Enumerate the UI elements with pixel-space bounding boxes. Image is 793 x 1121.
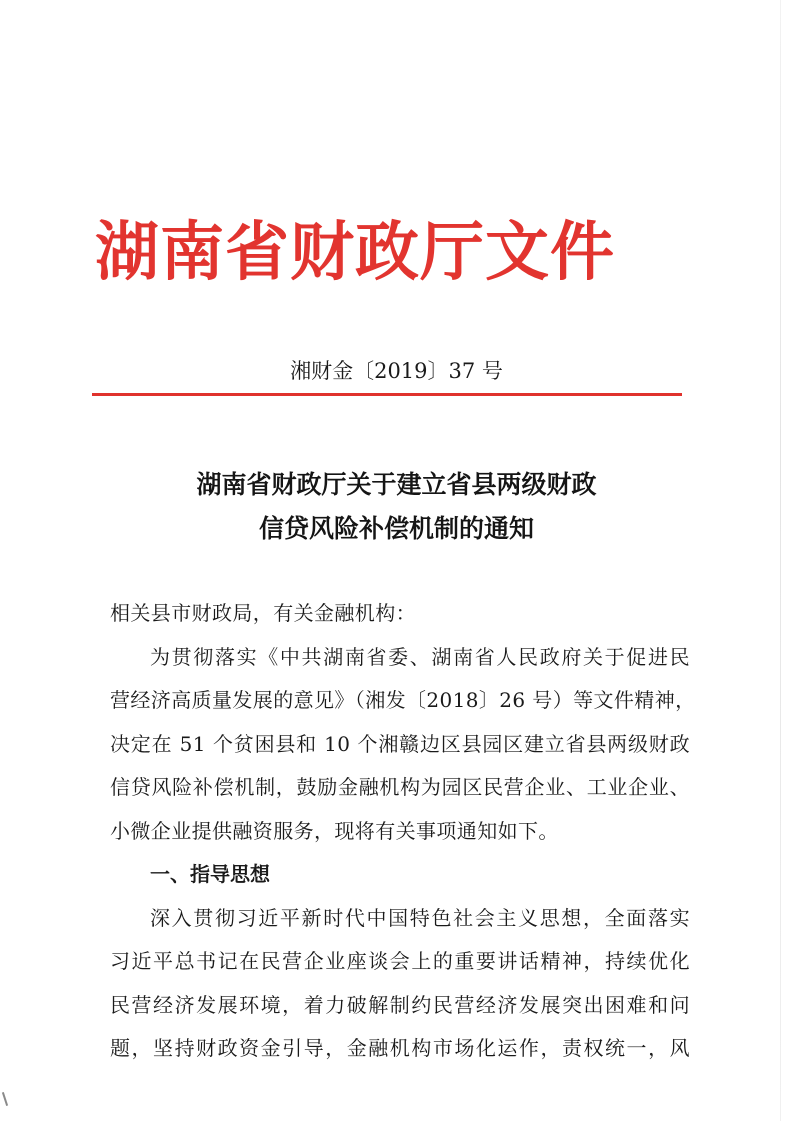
red-separator-rule: [92, 393, 682, 396]
scan-mark: [2, 1092, 8, 1106]
document-number: 湘财金〔2019〕37 号: [290, 359, 503, 383]
document-body: [110, 592, 696, 1071]
notice-title-line-1: 湖南省财政厅关于建立省县两级财政: [196, 470, 597, 499]
paragraph-1-line-3: 决定在 51 个贫困县和 10 个湘赣边区县园区建立省县两级财政: [110, 731, 690, 756]
notice-title: [0, 463, 793, 551]
notice-title-line-2: 信贷风险补偿机制的通知: [258, 514, 534, 543]
masthead-title: 湖南省财政厅文件: [95, 216, 615, 290]
paragraph-1-line-5: 小微企业提供融资服务，现将有关事项通知如下。: [110, 818, 559, 843]
paragraph-1-line-2: 营经济高质量发展的意见》（湘发〔2018〕26 号）等文件精神，: [110, 688, 696, 712]
salutation: 相关县市财政局，有关金融机构：: [110, 601, 416, 625]
paragraph-2-line-1: 深入贯彻习近平新时代中国特色社会主义思想，全面落实: [150, 905, 690, 930]
paragraph-2-line-2: 习近平总书记在民营企业座谈会上的重要讲话精神，持续优化: [110, 949, 690, 973]
scan-edge-line: [780, 0, 781, 1121]
paragraph-2-line-3: 民营经济发展环境，着力破解制约民营经济发展突出困难和问: [110, 992, 690, 1017]
section-heading-guiding-ideology: 一、指导思想: [150, 862, 270, 886]
paragraph-1-line-1: 为贯彻落实《中共湖南省委、湖南省人民政府关于促进民: [150, 644, 690, 669]
paragraph-1-line-4: 信贷风险补偿机制，鼓励金融机构为园区民营企业、工业企业、: [110, 775, 690, 799]
paragraph-2-line-4: 题，坚持财政资金引导，金融机构市场化运作，责权统一，风: [110, 1036, 690, 1060]
